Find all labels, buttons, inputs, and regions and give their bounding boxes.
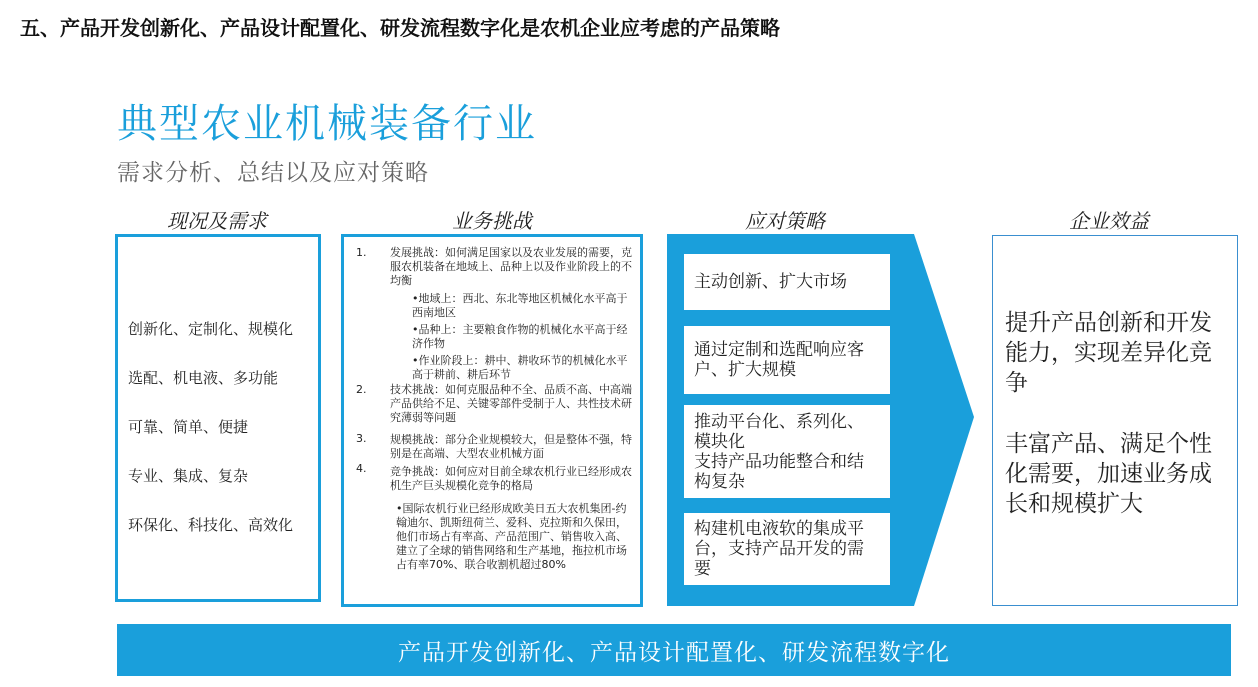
status-column-heading: 现况及需求 [167,209,267,233]
status-list [128,319,293,564]
challenge-number: 2. [356,383,367,396]
challenge-subpoint: •作业阶段上：耕中、耕收环节的机械化水平高于耕前、耕后环节 [412,354,628,381]
strategy-item: 主动创新、扩大市场 [684,254,890,310]
challenge-detail: •国际农机行业已经形成欧美日五大农机集团-约翰迪尔、凯斯纽荷兰、爱科、克拉斯和久保田，他们市场占有率高、产品范围广、销售收入高、建立了全球的销售网络和生产基地，拖拉机市场占有率70%、联合收割机超过80% [396,502,627,571]
challenges-column-heading: 业务挑战 [452,209,532,233]
status-item: 可靠、简单、便捷 [128,418,249,436]
benefit-box [992,235,1238,606]
challenge-subpoint: •地域上：西北、东北等地区机械化水平高于西南地区 [412,292,628,319]
status-item: 专业、集成、复杂 [128,467,249,485]
status-item: 创新化、定制化、规模化 [128,320,294,338]
status-item: 环保化、科技化、高效化 [128,516,294,534]
challenge-number: 1. [356,246,367,259]
challenge-text: 规模挑战：部分企业规模较大，但是整体不强，特别是在高端、大型农业机械方面 [390,433,632,460]
benefit-item: 丰富产品、满足个性化需要，加速业务成长和规模扩大 [1005,431,1212,517]
benefit-item: 提升产品创新和开发能力，实现差异化竞争 [1005,310,1212,396]
strategy-item: 构建机电液软的集成平台，支持产品开发的需要 [684,513,890,585]
challenge-text: 发展挑战：如何满足国家以及农业发展的需要，克服农机装备在地域上、品种上以及作业阶段上的不均衡 [390,246,632,287]
challenges-box [341,234,643,607]
main-title: 典型农业机械装备行业 [117,101,537,147]
challenge-number: 3. [356,432,367,445]
challenge-number: 4. [356,462,367,475]
challenge-text: 竞争挑战：如何应对目前全球农机行业已经形成农机生产巨头规模化竞争的格局 [390,465,632,492]
summary-banner: 产品开发创新化、产品设计配置化、研发流程数字化 [117,624,1231,676]
benefit-column-heading: 企业效益 [1069,209,1149,233]
challenge-text: 技术挑战：如何克服品种不全、品质不高、中高端产品供给不足、关键零部件受制于人、共性技术研究薄弱等问题 [390,383,632,424]
strategy-column-heading: 应对策略 [745,209,825,233]
sub-title: 需求分析、总结以及应对策略 [117,160,429,186]
strategy-item: 推动平台化、系列化、模块化 支持产品功能整合和结构复杂 [684,405,890,498]
strategy-item: 通过定制和选配响应客户、扩大规模 [684,326,890,394]
challenge-subpoint: •品种上：主要粮食作物的机械化水平高于经济作物 [412,323,628,350]
status-item: 选配、机电液、多功能 [128,369,279,387]
page-heading: 五、产品开发创新化、产品设计配置化、研发流程数字化是农机企业应考虑的产品策略 [20,16,780,40]
status-box [115,234,321,602]
